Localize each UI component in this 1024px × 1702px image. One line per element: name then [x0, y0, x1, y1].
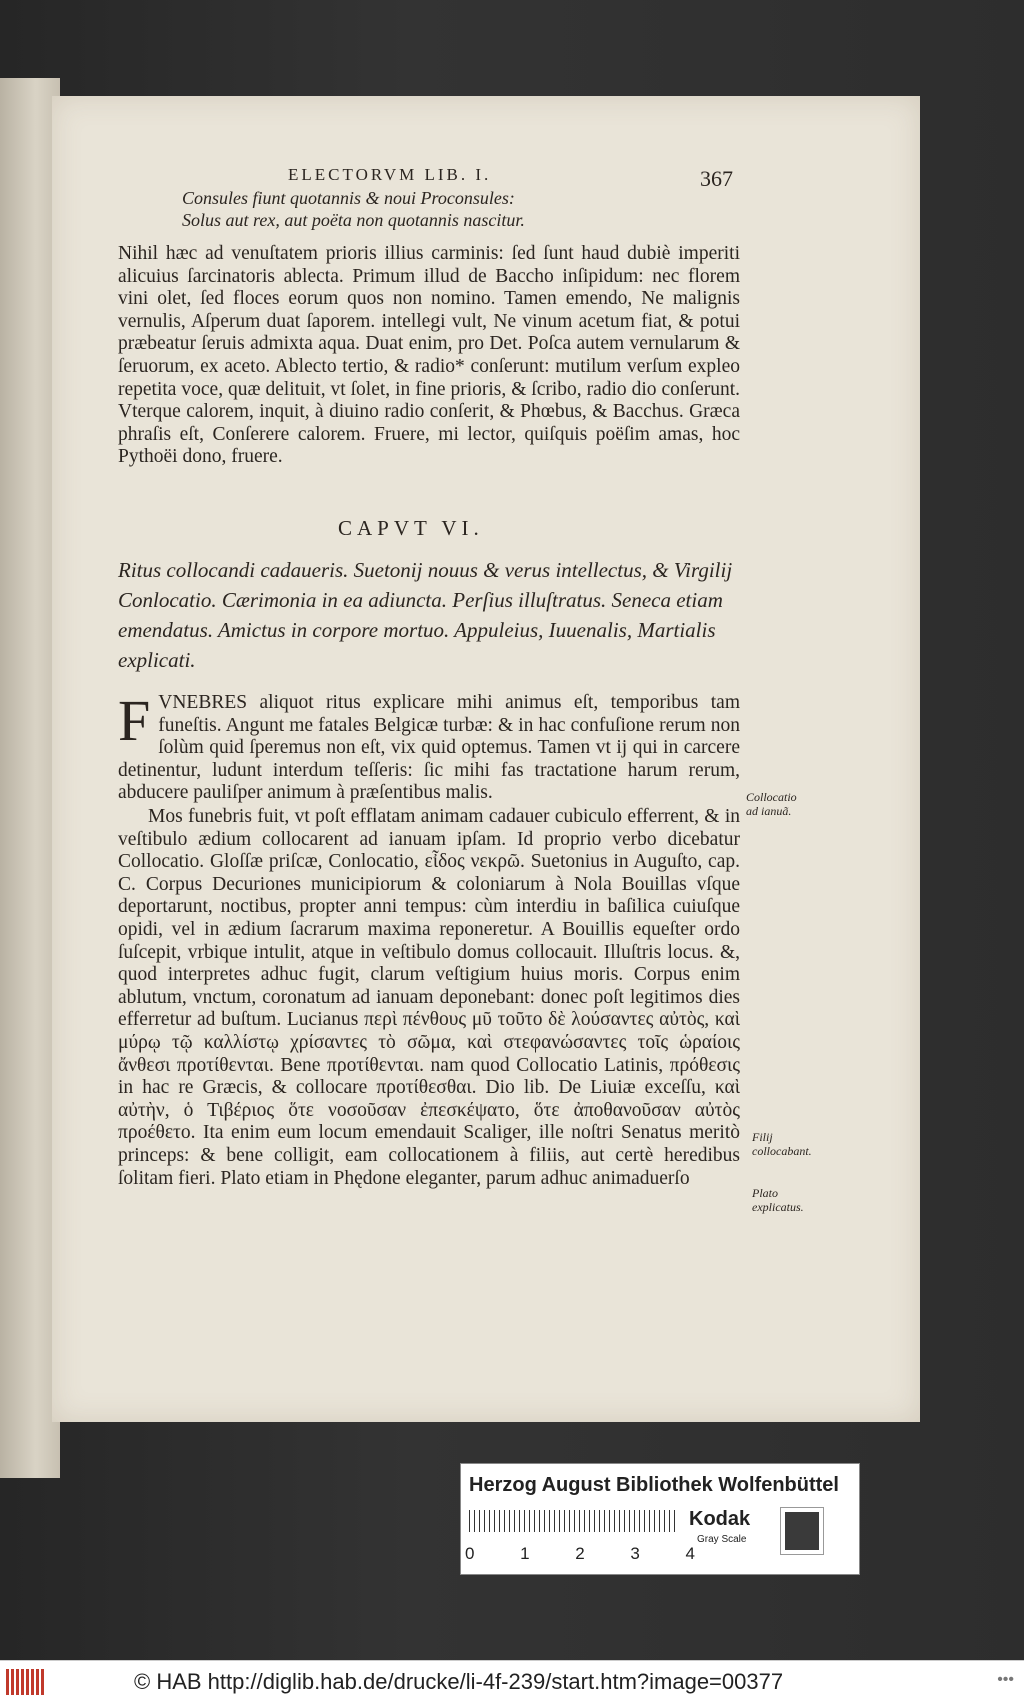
margin-note-plato: Plato explicatus. [752, 1186, 804, 1214]
running-head: ELECTORVM LIB. I. [288, 165, 492, 184]
margin-note-collocatio: Collocatio ad ianuã. [746, 790, 797, 818]
paragraph-3: Mos funebris fuit, vt poſt efflatam animam cadauer cubiculo efferrent, & in veſtibulo ædium collocarent ad ianuam ipſam. Id proprio verbo dicebatur Collocatio. Gloſſæ priſcæ, Conlocatio, εἶδος νεκρῶ. Suetonius in Auguſto, cap. C. Corpus Decuriones municipiorum & coloniarum à Nola Bouillas vſque deportarunt, noctibus, propter anni tempus: cùm interdiu in baſilica cuiuſque opidi, vel in ædium ſacrarum maxima reponeretur. A Bouillis equeſter ordo ſuſcepit, vrbique intulit, atque in veſtibulo domus collocauit. Illuſtris locus. &, quod interpretes adhuc fugit, clarum veſtigium huius moris. Corpus enim ablutum, vnctum, coronatum ad ianuam deponebant: donec poſt legitimos dies efferretur ad buſtum. Lucianus περὶ πένθους μῦ τοῦτο δὲ λούσαντες αὐτὸς, καὶ μύρῳ τῷ καλλίστῳ χρίσαντες τὸ σῶμα, καὶ στεφανώσαντες τοῖς ὡραίοις ἄνθεσι προτίθενται. Bene προτίθενται. nam quod Collocatio Latinis, πρόθεσις in hac re Græcis, & collocare προτίθεσθαι. Dio lib. De Liuiæ exceſſu, καὶ αὐτὴν, ὁ Τιβέριος ὅτε νοσοῦσαν ἐπεσκέψατο, ὅτε ἀποθανοῦσαν αὐτὸς προέθετο. Ita enim eum locum emendauit Scaliger, ille noſtri Senatus meritò princeps: & bene colligit, eam collocationem à filiis, aut certè heredibus ſolitam fieri. Plato etiam in Phędone eleganter, parum adhuc animaduerſo [118, 806, 740, 1189]
verse-line-1: Consules fiunt quotannis & noui Proconsules: [182, 188, 515, 208]
gray-scale-text: Gray Scale [697, 1534, 747, 1545]
ruler-number: 4 [685, 1544, 695, 1563]
chapter-summary: Ritus collocandi cadaueris. Suetonij nouus & verus intellectus, & Virgilij Conlocatio. Cærimonia in ea adiuncta. Perſius illuſtratus. Seneca etiam emendatus. Amictus in corpore mortuo. Appuleius, Iuuenalis, Martialis explicati. [118, 558, 733, 672]
gray-patch [781, 1508, 823, 1554]
library-color-scale-label [460, 1463, 860, 1575]
left-page-edge [0, 78, 60, 1478]
verse-line-2: Solus aut rex, aut poëta non quotannis nascitur. [182, 210, 525, 230]
ruler-number: 0 [465, 1544, 475, 1563]
paragraph-1: Nihil hæc ad venuſtatem prioris illius carminis: ſed ſunt haud dubiè imperiti alicuius ſarcinatoris ablecta. Primum illud de Baccho inſipidum: nec florem vini olet, ſed floces eorum quos non nomino. Tamen emendo, Ne malignis vernulis, Aſperum duat ſaporem. intellegi vult, Ne vinum acetum fiat, & potui præbeatur ſeruis admixta aqua. Duat enim, pro Det. Poſca autem vernularum & ſeruorum, ex aceto. Ablecto tertio, & radio* conſerunt: mutilum verſum expleo repetita voce, quæ delituit, vt ſolet, in fine prioris, & ſcribo, radio dio conſerunt. Vterque calorem, inquit, à diuino radio conſerit, & Phœbus, & Bacchus. Græca phraſis eſt, Conſerere calorem. Fruere, mi lector, quiſquis poëſim amas, hoc Pythoëi dono, fruere. [118, 243, 740, 468]
ruler-number: 2 [575, 1544, 585, 1563]
ruler-numbers [465, 1544, 695, 1564]
hab-logo-icon [6, 1669, 44, 1695]
page-number: 367 [700, 166, 733, 191]
library-name: Herzog August Bibliothek Wolfenbüttel [469, 1474, 839, 1496]
footer-copyright-url[interactable]: © HAB http://diglib.hab.de/drucke/li-4f-239/start.htm?image=00377 [134, 1669, 784, 1694]
drop-capital: F [118, 688, 151, 753]
paragraph-2-text: VNEBRES aliquot ritus explicare mihi animus eſt, temporibus tam funeſtis. Angunt me fatales Belgicæ turbæ: & in hac confuſione rerum non ſolùm quid ſperemus non eſt, vix quid optemus. Tamen vt ij qui in carcere detinentur, ludunt interdum teſſeris: ſic mihi fas tractatione harum rerum, abducere pauliſper animum à præſentibus malis. [118, 692, 740, 804]
ruler-number: 1 [520, 1544, 530, 1563]
paragraph-2 [118, 688, 740, 805]
chapter-title: CAPVT VI. [338, 516, 484, 540]
ruler-number: 3 [630, 1544, 640, 1563]
more-menu-icon[interactable]: ••• [997, 1671, 1014, 1688]
margin-note-filij: Filij collocabant. [752, 1130, 812, 1158]
ruler-scale [469, 1510, 679, 1532]
kodak-brand: Kodak [689, 1508, 751, 1530]
viewer-footer-bar [0, 1660, 1024, 1702]
